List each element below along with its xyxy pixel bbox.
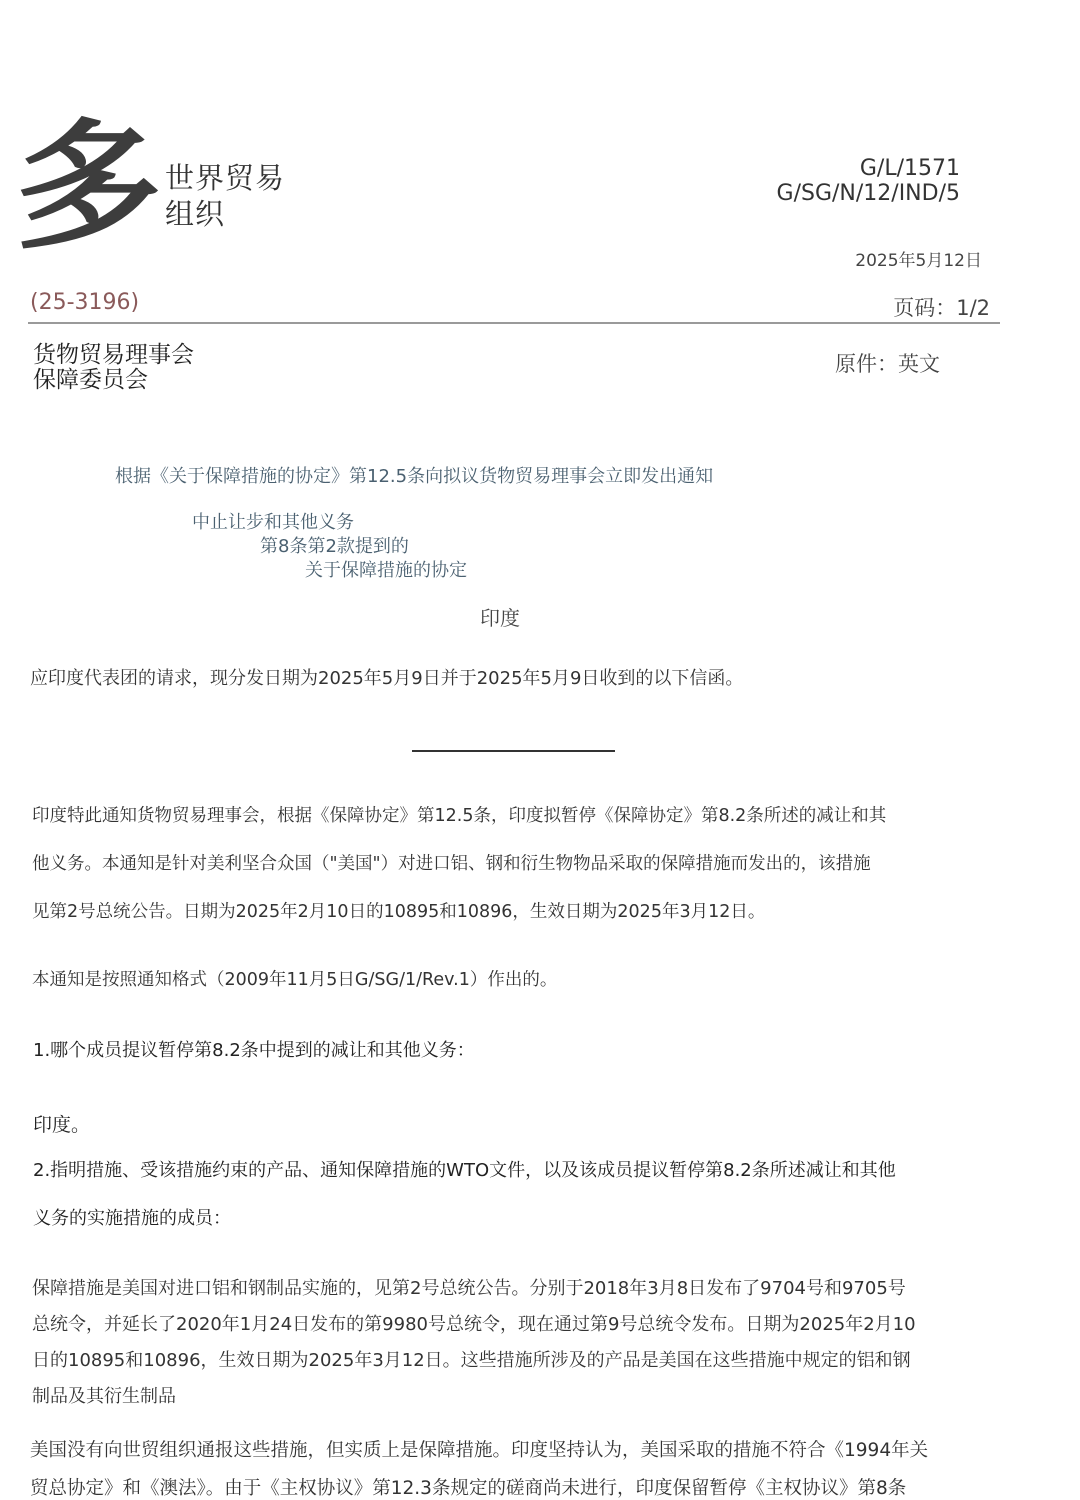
doc-number: (25-3196) — [30, 290, 140, 315]
para3-line2: 贸总协定》和《澳法》。由于《主权协议》第12.3条规定的磋商尚未进行，印度保留暂停《主权协议》第8条 — [30, 1478, 907, 1499]
answer-2-line3: 日的10895和10896，生效日期为2025年3月12日。这些措施所涉及的产品是美国在这些措施中规定的铝和钢 — [32, 1350, 911, 1371]
council-name: 货物贸易理事会 — [33, 342, 194, 368]
section-divider — [412, 750, 615, 752]
org-name-line2: 组织 — [165, 197, 226, 231]
committee-name: 保障委员会 — [33, 367, 148, 393]
para2: 本通知是按照通知格式（2009年11月5日G/SG/1/Rev.1）作出的。 — [32, 970, 558, 990]
title-line-1: 根据《关于保障措施的协定》第12.5条向拟议货物贸易理事会立即发出通知 — [115, 466, 714, 487]
question-1: 1.哪个成员提议暂停第8.2条中提到的减让和其他义务： — [33, 1040, 475, 1061]
para1-line2: 他义务。本通知是针对美利坚合众国（"美国"）对进口铝、钢和衍生物物品采取的保障措施而发出的，该措施 — [32, 854, 871, 874]
answer-2-line2: 总统令，并延长了2020年1月24日发布的第9980号总统令，现在通过第9号总统令发布。日期为2025年2月10 — [32, 1314, 916, 1335]
question-2-line1: 2.指明措施、受该措施约束的产品、通知保障措施的WTO文件，以及该成员提议暂停第8.2条所述减让和其他 — [33, 1160, 896, 1181]
title-line-4: 关于保障措施的协定 — [305, 560, 467, 581]
question-2-line2: 义务的实施措施的成员： — [33, 1208, 231, 1229]
answer-2-line4: 制品及其衍生制品 — [32, 1386, 176, 1407]
page-number: 页码：1/2 — [893, 296, 990, 320]
title-line-3: 第8条第2款提到的 — [260, 536, 409, 557]
intro-text: 应印度代表团的请求，现分发日期为2025年5月9日并于2025年5月9日收到的以下信函。 — [30, 668, 744, 689]
doc-date: 2025年5月12日 — [855, 251, 982, 271]
para1-line1: 印度特此通知货物贸易理事会，根据《保障协定》第12.5条，印度拟暂停《保障协定》第8.2条所述的减让和其 — [32, 806, 887, 826]
answer-1: 印度。 — [33, 1114, 91, 1136]
para3-line1: 美国没有向世贸组织通报这些措施，但实质上是保障措施。印度坚持认为，美国采取的措施不符合《1994年关 — [30, 1440, 929, 1461]
answer-2-line1: 保障措施是美国对进口铝和钢制品实施的，见第2号总统公告。分别于2018年3月8日发布了9704号和9705号 — [32, 1278, 906, 1299]
wto-logo: 多 — [14, 106, 162, 269]
para1-line3: 见第2号总统公告。日期为2025年2月10日的10895和10896，生效日期为2025年3月12日。 — [32, 902, 766, 922]
header-divider — [28, 322, 1000, 324]
doc-ref-1: G/L/1571 — [859, 156, 960, 181]
doc-ref-2: G/SG/N/12/IND/5 — [776, 181, 960, 206]
country-heading: 印度 — [480, 606, 520, 630]
org-name-line1: 世界贸易 — [165, 161, 286, 195]
original-language: 原件：英文 — [835, 352, 940, 376]
title-line-2: 中止让步和其他义务 — [192, 512, 354, 533]
